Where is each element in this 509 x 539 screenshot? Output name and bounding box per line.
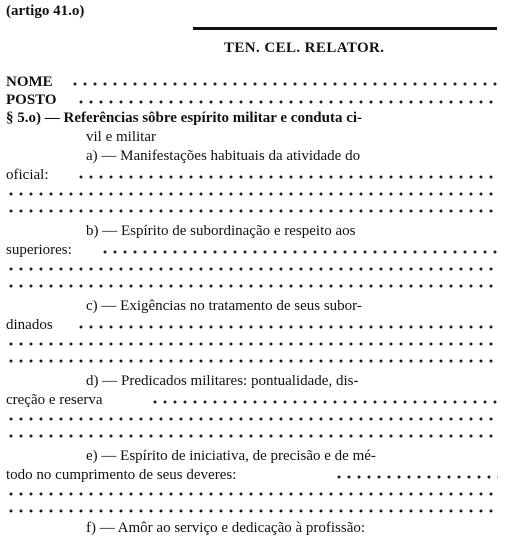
posto-dots [76, 99, 498, 105]
section-heading-line2: vil e militar [86, 129, 156, 145]
item-d-dots1 [150, 399, 498, 405]
nome-label: NOME [6, 74, 53, 90]
item-c-dots3 [6, 358, 498, 364]
nome-dots [70, 81, 498, 87]
item-a-dots3 [6, 208, 498, 214]
item-e-line2: todo no cumprimento de seus deveres: [6, 467, 237, 483]
signature-rule [193, 27, 497, 30]
item-f-line1: f) — Amôr ao serviço e dedicação à profissão: [86, 520, 366, 536]
item-c-line1: c) — Exigências no tratamento de seus subor- [86, 298, 362, 314]
item-e-dots2 [6, 491, 498, 497]
item-b-dots3 [6, 283, 498, 289]
item-c-dots1 [76, 324, 498, 330]
item-d-dots3 [6, 433, 498, 439]
item-a-dots1 [76, 174, 498, 180]
posto-label: POSTO [6, 92, 57, 108]
item-e-line1: e) — Espírito de iniciativa, de precisão e de mé- [86, 448, 376, 464]
item-b-dots1 [100, 249, 498, 255]
item-b-line1: b) — Espírito de subordinação e respeito aos [86, 223, 356, 239]
item-a-line2: oficial: [6, 167, 49, 183]
item-e-dots3 [6, 508, 498, 514]
item-b-line2: superiores: [6, 242, 72, 258]
item-c-line2: dinados [6, 317, 53, 333]
item-b-dots2 [6, 266, 498, 272]
item-a-dots2 [6, 191, 498, 197]
item-a-line1: a) — Manifestações habituais da atividade do [86, 148, 361, 164]
item-c-dots2 [6, 341, 498, 347]
item-d-line2: creção e reserva [6, 392, 103, 408]
item-d-dots2 [6, 416, 498, 422]
section-heading-line1: § 5.o) — Referências sôbre espírito militar e conduta ci- [6, 110, 363, 126]
article-reference: (artigo 41.o) [6, 3, 85, 19]
item-d-line1: d) — Predicados militares: pontualidade, dis- [86, 373, 359, 389]
relator-title: TEN. CEL. RELATOR. [224, 40, 385, 56]
item-e-dots1 [334, 474, 498, 480]
